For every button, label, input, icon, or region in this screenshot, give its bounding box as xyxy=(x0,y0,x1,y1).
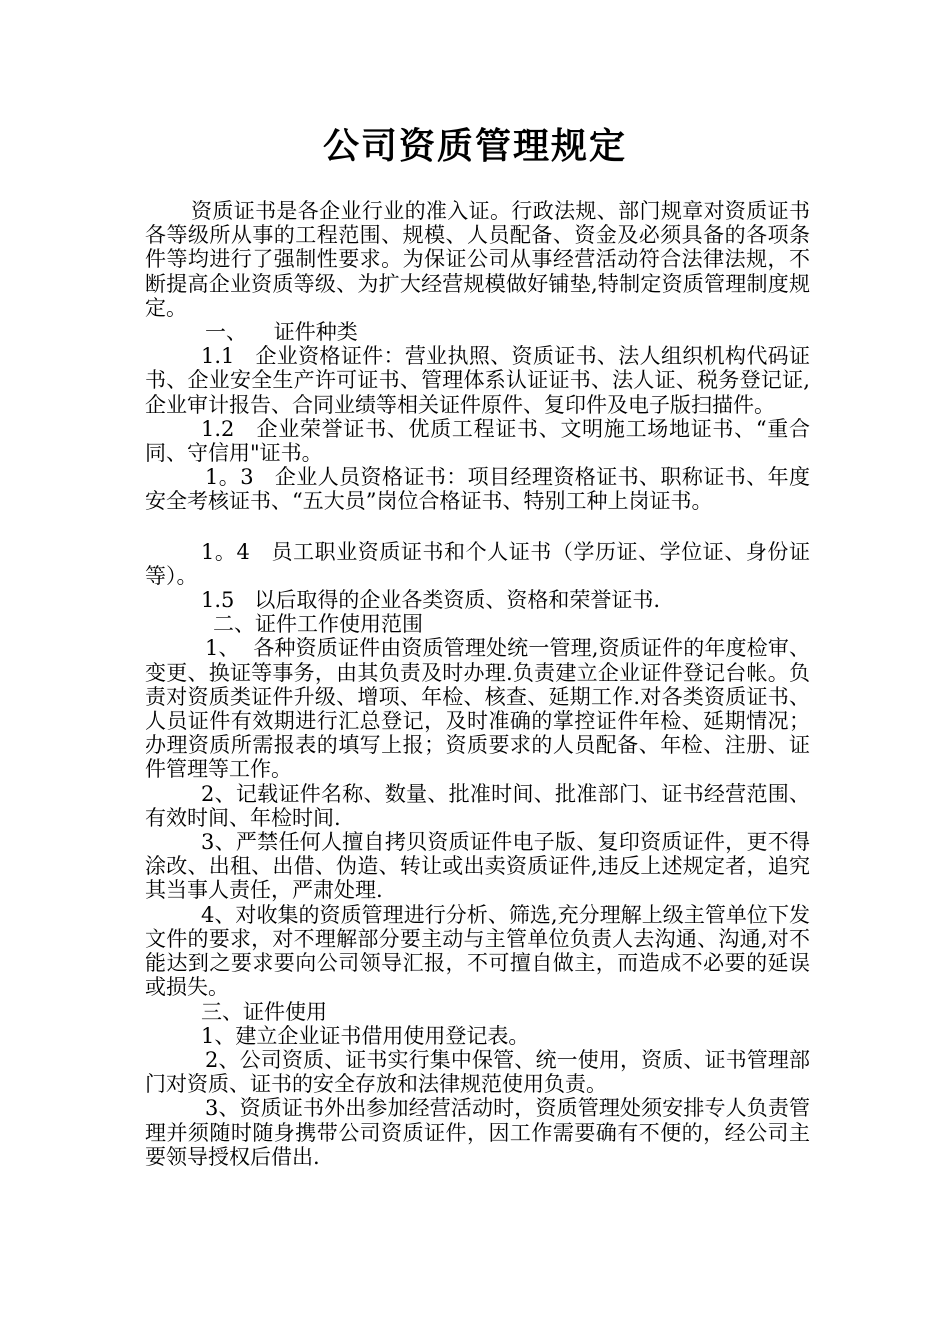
document-title: 公司资质管理规定 xyxy=(322,125,627,167)
document-body xyxy=(145,199,810,1169)
section-heading-3: 三、证件使用 xyxy=(201,999,327,1024)
paragraph-3-1: 1、建立企业证书借用使用登记表。 xyxy=(201,1023,530,1048)
paragraph-2-1: 1、 各种资质证件由资质管理处统一管理,资质证件的年度检审、变更、换证等事务，由其负责及时办理.负责建立企业证件登记台帐。负责对资质类证件升级、增项、年检、核查、延期工作.对各类资质证书、人员证件有效期进行汇总登记，及时准确的掌控证件年检、延期情况；办理资质所需报表的填写上报；资质要求的人员配备、年检、注册、证件管理等工作。 xyxy=(145,636,810,782)
paragraph-1-5: 1.5 以后取得的企业各类资质、资格和荣誉证书. xyxy=(201,588,661,613)
paragraph-2-2: 2、记载证件名称、数量、批准时间、批准部门、证书经营范围、有效时间、年检时间. xyxy=(145,781,810,830)
section-heading-2: 二、证件工作使用范围 xyxy=(213,612,423,637)
paragraph-1-4: 1。4 员工职业资质证书和个人证书（学历证、学位证、身份证等）。 xyxy=(145,539,810,588)
paragraph-3-3: 3、资质证书外出参加经营活动时，资质管理处须安排专人负责管理并须随时随身携带公司资质证件，因工作需要确有不便的，经公司主要领导授权后借出. xyxy=(145,1096,810,1169)
paragraph-1-3: 1。3 企业人员资格证书：项目经理资格证书、职称证书、年度安全考核证书、“五大员”岗位合格证书、特别工种上岗证书。 xyxy=(145,465,810,514)
section-heading-1: 一、 证件种类 xyxy=(205,320,358,345)
paragraph-2-3: 3、严禁任何人擅自拷贝资质证件电子版、复印资质证件，更不得涂改、出租、出借、伪造、转让或出卖资质证件,违反上述规定者，追究其当事人责任，严肃处理. xyxy=(145,830,810,903)
blank-line xyxy=(145,514,810,540)
paragraph-3-2: 2、公司资质、证书实行集中保管、统一使用，资质、证书管理部门对资质、证书的安全存放和法律规范使用负责。 xyxy=(145,1047,810,1097)
intro-paragraph: 资质证书是各企业行业的准入证。行政法规、部门规章对资质证书各等级所从事的工程范围、规模、人员配备、资金及必须具备的各项条件等均进行了强制性要求。为保证公司从事经营活动符合法律法规，不断提高企业资质等级、为扩大经营规模做好铺垫,特制定资质管理制度规定。 xyxy=(145,199,810,320)
paragraph-2-4: 4、对收集的资质管理进行分析、筛选,充分理解上级主管单位下发文件的要求，对不理解部分要主动与主管单位负责人去沟通、沟通,对不能达到之要求要向公司领导汇报，不可擅自做主，而造成不必要的延误或损失。 xyxy=(145,902,810,1000)
paragraph-1-2: 1.2 企业荣誉证书、优质工程证书、文明施工场地证书、“重合同、守信用"证书。 xyxy=(145,416,810,466)
paragraph-1-1: 1.1 企业资格证件：营业执照、资质证书、法人组织机构代码证书、企业安全生产许可证书、管理体系认证证书、法人证、税务登记证,企业审计报告、合同业绩等相关证件原件、复印件及电子版扫描件。 xyxy=(145,344,810,417)
